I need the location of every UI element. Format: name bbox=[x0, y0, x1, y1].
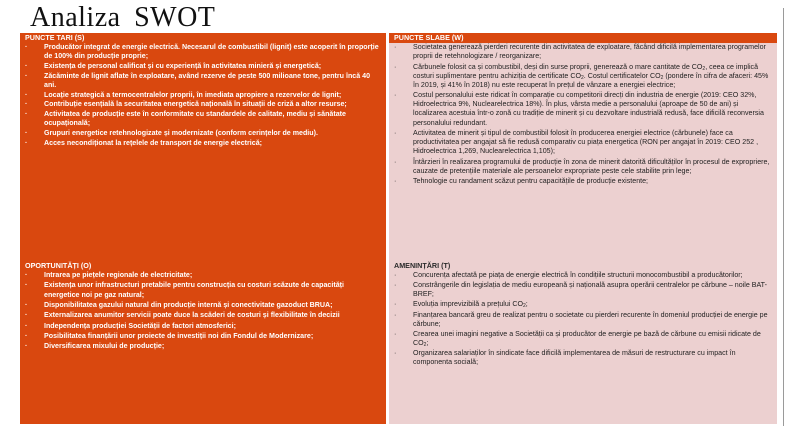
bullet-marker: · bbox=[394, 329, 397, 338]
list-item: · Locație strategică a termocentralelor proprii, în imediata apropiere a rezervelor de lignit; bbox=[25, 90, 342, 99]
opportunities-quadrant bbox=[20, 261, 386, 424]
list-item: · Grupuri energetice retehnologizate și modernizate (conform cerințelor de mediu). bbox=[25, 128, 318, 137]
list-item: · Producător integrat de energie electrică. Necesarul de combustibil (lignit) este acoperit în proporție de 100% din producție proprie; bbox=[25, 43, 379, 61]
list-item: · Disponibilitatea gazului natural din producție internă și conectivitate gazoduct BRUA; bbox=[25, 300, 333, 309]
list-item: · Finanțarea bancară greu de realizat pentru o societate cu pierderi recurente în domeniul producției de energie pe cărbune; bbox=[394, 310, 768, 328]
bullet-marker: · bbox=[25, 342, 28, 351]
bullet-marker: · bbox=[25, 128, 28, 137]
bullet-marker: · bbox=[25, 43, 28, 51]
bullet-marker: · bbox=[394, 310, 397, 319]
bullet-marker: · bbox=[394, 43, 397, 51]
list-item: · Evoluția imprevizibilă a prețului $CO_2$; bbox=[394, 300, 528, 310]
list-item: · Posibilitatea finanțării unor proiecte de investiții noi din Fondul de Modernizare; bbox=[25, 331, 314, 340]
list-item: · Zăcăminte de lignit aflate în exploatare, având rezerve de peste 500 milioane tone, pentru încă 40 ani. bbox=[25, 71, 371, 89]
page-scroll-divider bbox=[783, 8, 784, 426]
threats-header: AMENINȚĂRI (T) bbox=[394, 261, 451, 270]
list-item: · Contribuție esențială la securitatea energetică națională în situații de criză a altor resurse; bbox=[25, 100, 347, 109]
list-item: · Activitatea de minerit și tipul de combustibil folosit în producerea energiei electrice (cărbunele) face ca productivitatea per angajat să fie redusă comparativ cu piața energetica (RON per angajat în 2019: CEO 252 , Hidroelectrica 1,269, Nuclearelectrica 1,105); bbox=[394, 128, 759, 156]
weaknesses-list bbox=[389, 43, 777, 187]
bullet-marker: · bbox=[25, 311, 28, 320]
strengths-list bbox=[20, 43, 386, 148]
list-item: · Diversificarea mixului de producție; bbox=[25, 342, 165, 351]
bullet-marker: · bbox=[394, 300, 397, 309]
bullet-marker: · bbox=[25, 90, 28, 99]
list-item: · Organizarea salariaților în sindicate face dificilă implementarea de măsuri de restructurare cu impact în componenta socială; bbox=[394, 349, 736, 367]
list-item: · Intrarea pe piețele regionale de electricitate; bbox=[25, 271, 193, 279]
list-item: · Crearea unei imagini negative a Societății ca și producător de energie pe bază de cărbune cu emisii ridicate de $CO_2$; bbox=[394, 329, 761, 349]
list-item: · Independența producției Societății de factori atmosferici; bbox=[25, 321, 236, 330]
list-item: · Costul personalului este ridicat în comparație cu competitorii direcți din industria de energie (2019: CEO 32%, Hidroelectrica 9%, Nuclearelectrica 18%). În plus, vârsta medie a personalului (aproape de 50 de ani) și localizarea acestuia într-o zonă cu tradiție de minerit și cu dezvoltare industrială redusă, face dificilă reconversia personalului redundant. bbox=[394, 91, 764, 127]
bullet-marker: · bbox=[25, 61, 28, 70]
list-item: · Cărbunele folosit ca și combustibil, deși din surse proprii, generează o mare cantitate de $CO_2$, ceea ce implică costuri suplimentare pentru achiziția de certificate $CO_2$. Costul certificatelor $CO_2$ (pondere în cifra de afaceri: 45% în 2019, și 41% în 2018) nu este recuperat în prețul de vânzare a energiei electrice; bbox=[394, 62, 769, 89]
weaknesses-header: PUNCTE SLABE (W) bbox=[389, 33, 777, 43]
threats-list bbox=[389, 271, 777, 369]
strengths-header: PUNCTE TARI (S) bbox=[20, 33, 386, 43]
list-item: · Tehnologie cu randament scăzut pentru capacitățile de producție existente; bbox=[394, 177, 649, 186]
bullet-marker: · bbox=[25, 331, 28, 340]
bullet-marker: · bbox=[25, 321, 28, 330]
page-title: Analiza SWOT bbox=[30, 2, 216, 33]
bullet-marker: · bbox=[394, 349, 397, 358]
bullet-marker: · bbox=[25, 281, 28, 290]
weaknesses-quadrant bbox=[389, 33, 777, 261]
bullet-marker: · bbox=[394, 271, 397, 279]
list-item: · Activitatea de producție este în conformitate cu standardele de calitate, mediu și sănătate ocupațională; bbox=[25, 110, 346, 128]
bullet-marker: · bbox=[25, 138, 28, 147]
opportunities-header: OPORTUNITĂȚI (O) bbox=[25, 261, 92, 270]
list-item: · Acces necondiționat la rețelele de transport de energie electrică; bbox=[25, 138, 263, 147]
bullet-marker: · bbox=[394, 157, 397, 166]
opportunities-list bbox=[20, 271, 386, 353]
bullet-marker: · bbox=[25, 300, 28, 309]
threats-quadrant bbox=[389, 261, 777, 424]
list-item: · Întârzieri în realizarea programului de producție în zona de minerit datorită dificultăților în procesul de expropriere, cauzate de pretențiile materiale ale persoanelor expropriate peste cele stabilite prin lege; bbox=[394, 157, 770, 175]
bullet-marker: · bbox=[394, 62, 397, 71]
list-item: · Concurența afectată pe piața de energie electrică în condițiile structurii monocombustibil a producătorilor; bbox=[394, 271, 743, 279]
bullet-marker: · bbox=[394, 177, 397, 186]
bullet-marker: · bbox=[25, 271, 28, 279]
bullet-marker: · bbox=[394, 128, 397, 137]
bullet-marker: · bbox=[394, 281, 397, 290]
bullet-marker: · bbox=[25, 71, 28, 80]
list-item: · Societatea generează pierderi recurente din activitatea de exploatare, făcând dificilă implementarea programelor proprii de retehnologizare / reorganizare; bbox=[394, 43, 766, 61]
bullet-marker: · bbox=[25, 110, 28, 119]
list-item: · Existența unor infrastructuri pretabile pentru construcția cu costuri scăzute de capacități energetice noi pe gaz natural; bbox=[25, 281, 344, 299]
strengths-quadrant bbox=[20, 33, 386, 261]
list-item: · Existența de personal calificat și cu experiență în activitatea minieră și energetică; bbox=[25, 61, 322, 70]
bullet-marker: · bbox=[394, 91, 397, 100]
list-item: · Externalizarea anumitor servicii poate duce la scăderi de costuri și flexibilitate în decizii bbox=[25, 311, 340, 320]
bullet-marker: · bbox=[25, 100, 28, 109]
list-item: · Constrângerile din legislația de mediu europeană și națională asupra operării centralelor pe cărbune – noile BAT-BREF; bbox=[394, 281, 767, 299]
swot-table bbox=[20, 33, 777, 424]
